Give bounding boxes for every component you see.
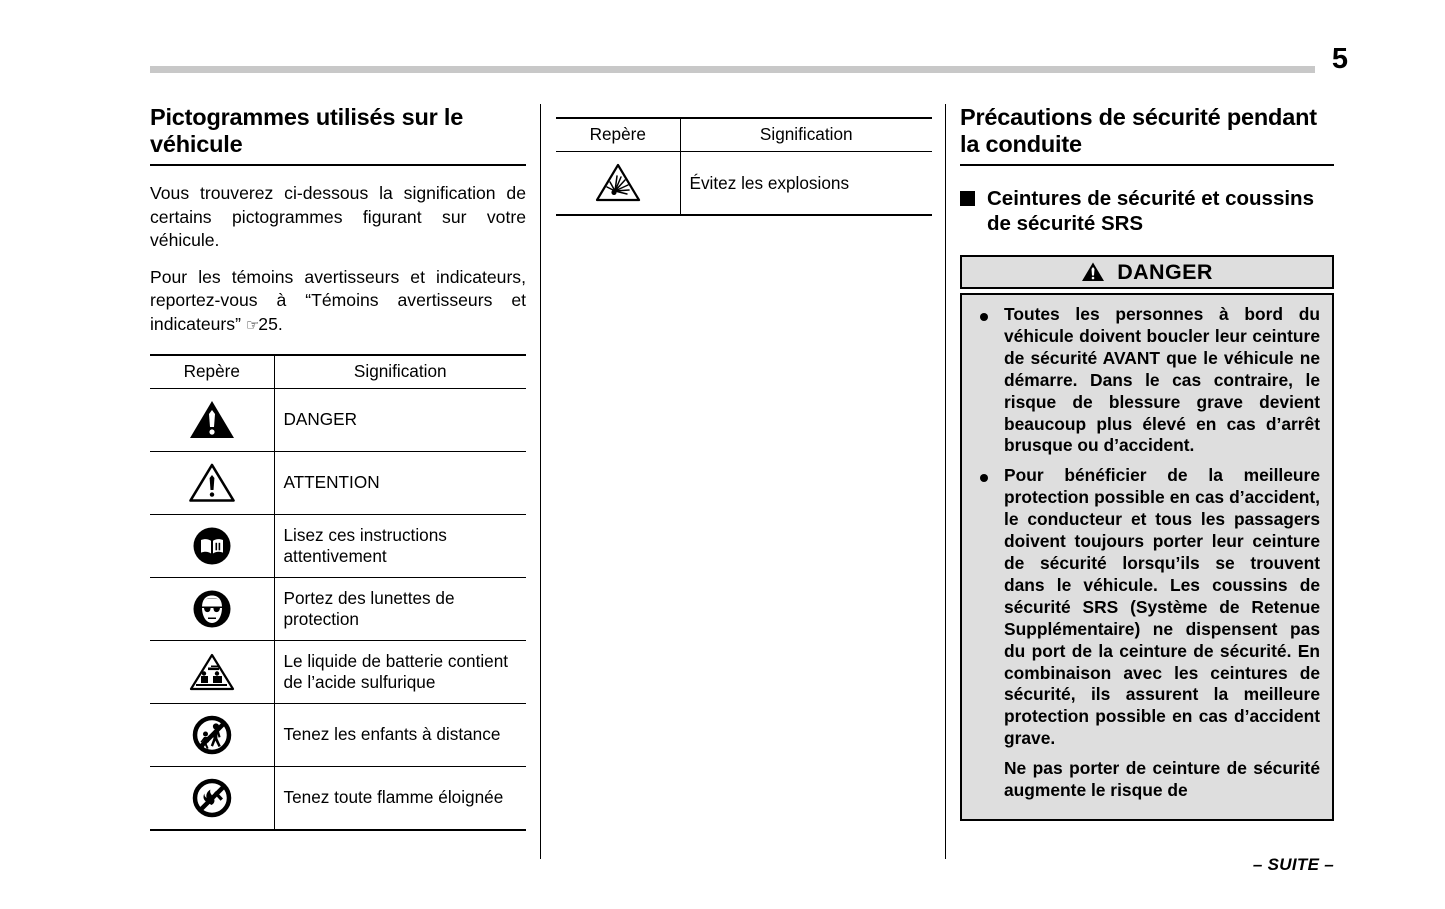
pictogram-cell [150,766,274,830]
table-row [150,451,526,514]
table-header-row [556,118,932,152]
table-header-repere: Repère [556,118,680,152]
pictogram-table-middle [556,117,932,216]
battery-acid-triangle-icon [188,652,236,692]
pictogram-cell [150,640,274,703]
bullet-dot-icon [980,474,988,482]
square-bullet-icon [960,191,975,206]
outline-triangle-exclamation-icon [188,462,236,504]
safety-goggles-face-icon [191,588,233,630]
table-header-repere: Repère [150,355,274,389]
right-subheading [960,186,1334,236]
right-column [960,104,1334,862]
left-column [150,104,526,862]
explosion-triangle-icon [594,162,642,204]
danger-box-body [960,293,1334,821]
danger-continuation-text: Ne pas porter de ceinture de sécurité augmente le risque de [1004,758,1320,801]
pictogram-cell [556,152,680,216]
meaning-cell: Portez des lunettes de protection [274,577,526,640]
table-row [150,703,526,766]
pictogram-cell [150,577,274,640]
table-row [150,577,526,640]
pointing-hand-icon: ☞ [245,316,259,334]
pictogram-table-left [150,354,526,831]
solid-triangle-exclamation-icon [188,399,236,441]
meaning-cell: DANGER [274,388,526,451]
danger-label: DANGER [1117,259,1213,284]
table-header-signification: Signification [680,118,932,152]
pictogram-cell [150,388,274,451]
pictogram-cell [150,514,274,577]
table-row [556,152,932,216]
table-header-signification: Signification [274,355,526,389]
continued-footer: – SUITE – [1252,855,1334,874]
table-row [150,766,526,830]
danger-bullet-text: Pour bénéficier de la meilleure protection possible en cas d’accident, le conducteur et tous les passagers doivent toujours porter leur ceinture de sécurité lorsqu’ils se trouvent dans le véhicule. Les coussins de sécurité SRS (Système de Retenue Supplémentaire) ne dispensent pas du port de la ceinture de sécurité. En combinaison avec les ceintures de sécurité, ils assurent la meilleure protection possible en cas d’accident grave. [1004,465,1320,749]
danger-bullet-text: Toutes les personnes à bord du véhicule doivent boucler leur ceinture de sécurité AVANT que le véhicule ne démarre. Dans le cas contraire, le risque de blessure grave devient beaucoup plus élevé en cas d’arrêt brusque ou d’accident. [1004,304,1320,456]
page-number: 5 [1331,43,1348,75]
table-header-row [150,355,526,389]
table-row [150,640,526,703]
right-subheading-label: Ceintures de sécurité et coussins de sécurité SRS [987,187,1314,235]
left-paragraph-2-text: Pour les témoins avertisseurs et indicateurs, reportez-vous à “Témoins avertisseurs et indicateurs” [150,266,526,334]
meaning-cell: Évitez les explosions [680,152,932,216]
left-paragraph-2 [150,266,526,338]
page-columns [0,104,1445,862]
danger-bullet-item [974,465,1320,750]
meaning-cell: ATTENTION [274,451,526,514]
left-paragraph-1: Vous trouverez ci-dessous la signification de certains pictogrammes figurant sur votre véhicule. [150,183,526,251]
column-divider-1 [540,104,541,859]
open-book-icon [191,525,233,567]
table-row [150,388,526,451]
no-open-flame-icon [190,776,234,820]
meaning-cell: Tenez les enfants à distance [274,703,526,766]
solid-triangle-exclamation-icon [1081,261,1105,283]
column-divider-2 [945,104,946,859]
header-rule [150,66,1315,73]
meaning-cell: Le liquide de batterie contient de l’acide sulfurique [274,640,526,703]
meaning-cell: Lisez ces instructions attentivement [274,514,526,577]
danger-box-header [960,255,1334,289]
left-paragraph-reference: 25. [258,313,283,334]
middle-column [556,104,932,862]
bullet-dot-icon [980,313,988,321]
danger-bullet-item [974,304,1320,457]
pictogram-cell [150,703,274,766]
table-row [150,514,526,577]
right-section-title: Précautions de sécurité pendant la conduite [960,104,1334,166]
left-section-title: Pictogrammes utilisés sur le véhicule [150,104,526,166]
meaning-cell: Tenez toute flamme éloignée [274,766,526,830]
pictogram-cell [150,451,274,514]
no-children-icon [190,713,234,757]
page-header [0,0,1445,90]
